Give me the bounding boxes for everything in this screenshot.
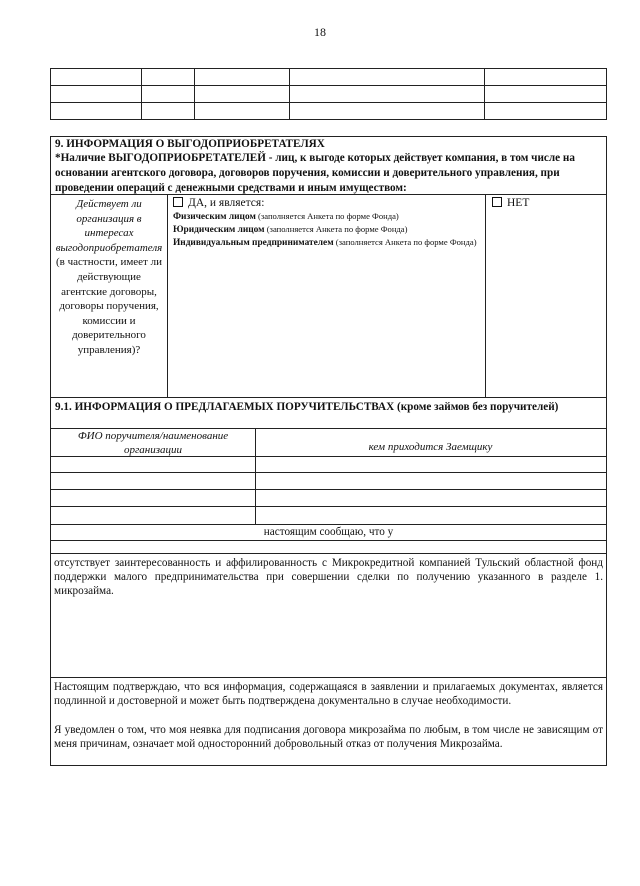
beneficiary-question [51, 195, 167, 358]
declaration-text: отсутствует заинтересованность и аффилированность с Микрокредитной компанией Тульский областной фонд поддержки малого предпринимательства при совершении сделки по получению указанного в разделе 1. микрозайма. [54, 557, 603, 597]
divider [485, 194, 486, 397]
table-row [51, 103, 607, 120]
table-row [51, 69, 607, 86]
previous-table-continuation [50, 68, 607, 120]
divider [51, 677, 606, 678]
yes-label: ДА, и является: [188, 197, 265, 209]
confirmation-p2: Я уведомлен о том, что моя неявка для подписания договора микрозайма по любым, в том числе не зависящим от меня причинам, означает мой односторонний добровольный отказ от получения Микрозайма. [54, 724, 603, 750]
relation-header: кем приходится Заемщику [368, 441, 493, 453]
table-row [51, 489, 606, 490]
declaration-sentence: настоящим сообщаю, что у [263, 526, 394, 538]
divider [51, 540, 606, 541]
divider [51, 553, 606, 554]
option-individual: Физическим лицом (заполняется Анкета по форме Фонда) [173, 211, 399, 222]
option-legal-entity: Юридическим лицом (заполняется Анкета по форме Фонда) [173, 224, 408, 235]
no-label: НЕТ [507, 197, 530, 209]
divider [51, 428, 606, 429]
no-checkbox[interactable] [492, 197, 502, 207]
page-number: 18 [314, 25, 326, 39]
divider [255, 428, 256, 524]
table-row [51, 506, 606, 507]
section91-title: 9.1. ИНФОРМАЦИЯ О ПРЕДЛАГАЕМЫХ ПОРУЧИТЕЛЬСТВАХ (кроме займов без поручителей) [55, 401, 559, 413]
option-entrepreneur: Индивидуальным предпринимателем (заполняется Анкета по форме Фонда) [173, 237, 477, 248]
divider [51, 397, 606, 398]
question-rest: (в частности, имеет ли действующие агентские договоры, договоры поручения, комиссии и доверительного управления)? [56, 256, 162, 356]
divider [51, 456, 606, 457]
yes-option-cell[interactable] [171, 195, 486, 249]
question-italic: Действует ли организация в интересах выгодоприобретателя [55, 198, 163, 254]
section9-title: 9. ИНФОРМАЦИЯ О ВЫГОДОПРИОБРЕТАТЕЛЯХ [55, 138, 325, 150]
beneficiaries-section [50, 136, 607, 766]
table-row [51, 472, 606, 473]
divider [167, 194, 168, 397]
no-option-cell[interactable] [489, 195, 606, 211]
guarantor-name-header: ФИО поручителя/наименование организации [77, 430, 229, 456]
table-row [51, 86, 607, 103]
confirmation-p1: Настоящим подтверждаю, что вся информация, содержащаяся в заявлении и прилагаемых документах, является подлинной и достоверной и может быть подтверждена документально в случае необходимости. [54, 681, 603, 707]
divider [51, 524, 606, 525]
section9-subtitle: *Наличие ВЫГОДОПРИОБРЕТАТЕЛЕЙ - лиц, к выгоде которых действует компания, в том числе на основании агентского договора, договоров поручения, комиссии и доверительного управления, при проведении операций с денежными средствами и иным имуществом: [55, 152, 575, 194]
yes-checkbox[interactable] [173, 197, 183, 207]
